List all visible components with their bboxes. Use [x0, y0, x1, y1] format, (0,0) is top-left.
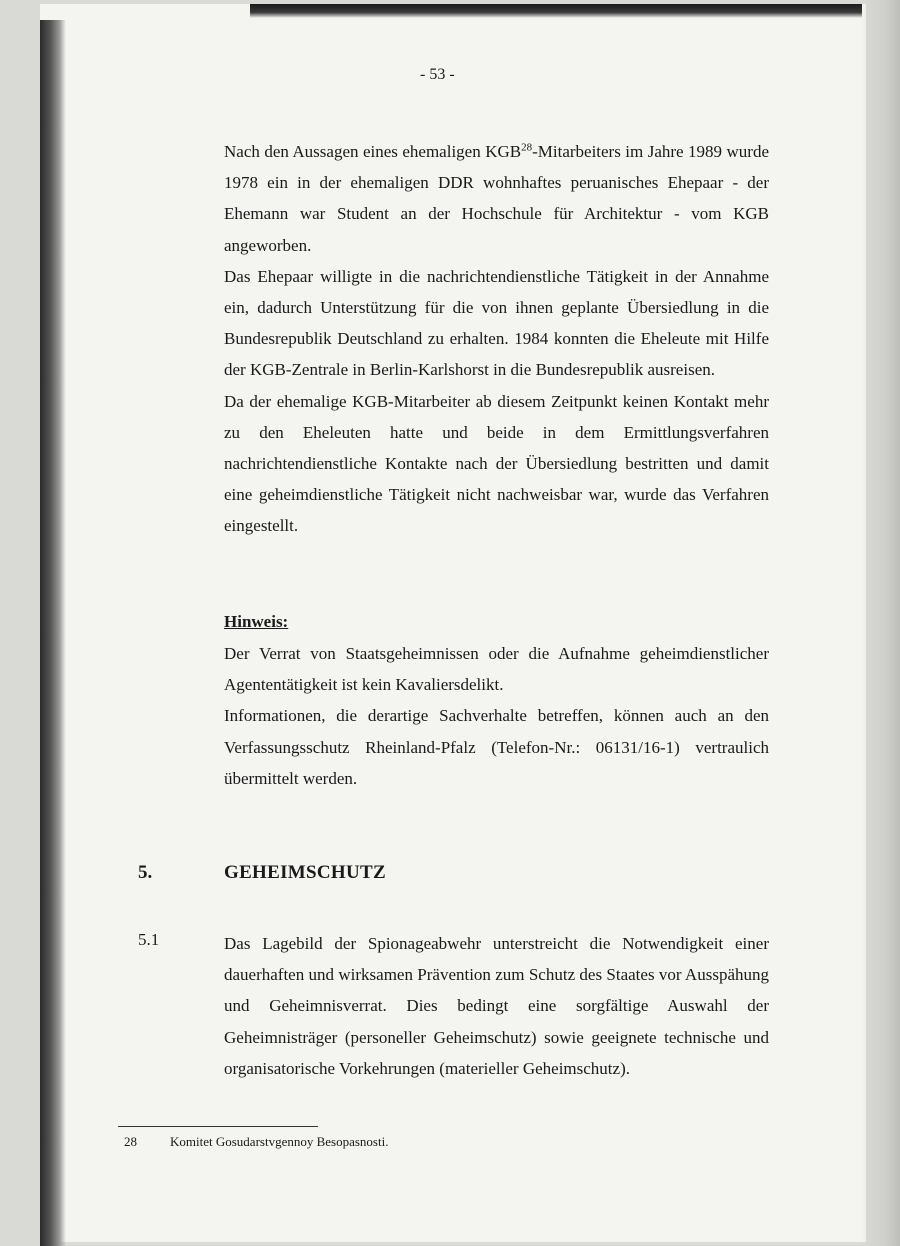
hinweis-paragraph-2: Informationen, die derartige Sachverhalte betreffen, können auch an den Verfassungsschutz Rheinland-Pfalz (Telefon-Nr.: 06131/16-1) vertraulich übermittelt werden.: [224, 706, 769, 788]
paragraph-2: Das Ehepaar willigte in die nachrichtendienstliche Tätigkeit in der Annahme ein, dadurch Unterstützung für die von ihnen geplante Übersiedlung in die Bundesrepublik Deutschland zu erhalten. 1984 konnten die Eheleute mit Hilfe der KGB-Zentrale in Berlin-Karlshorst in die Bundesrepublik ausreisen.: [224, 266, 769, 380]
footnote-text: Komitet Gosudarstvgennoy Besopasnosti.: [170, 1134, 389, 1149]
paragraph-3: Da der ehemalige KGB-Mitarbeiter ab diesem Zeitpunkt keinen Kontakt mehr zu den Eheleuten hatte und beide in dem Ermittlungsverfahren nachrichtendienstliche Kontakte nach der Übersiedlung bestritten und damit eine geheimdienstliche Tätigkeit nicht nachweisbar war, wurde das Verfahren eingestellt.: [224, 391, 769, 536]
scan-binding-shadow: [40, 20, 66, 1246]
footnote-rule: [118, 1126, 318, 1127]
section-title: GEHEIMSCHUTZ: [224, 862, 386, 883]
page-number: - 53 -: [420, 66, 455, 83]
footnote-marker: 28: [521, 141, 533, 154]
hinweis-text: [224, 638, 769, 794]
subsection-number: 5.1: [138, 930, 160, 949]
section-number: 5.: [138, 862, 153, 883]
hinweis-heading: Hinweis:: [224, 612, 289, 631]
footnote-number: 28: [124, 1134, 137, 1149]
subsection-text: [224, 928, 769, 1084]
body-text-top: [224, 136, 769, 542]
paragraph-1-start: Nach den Aussagen eines ehemaligen KGB: [224, 142, 522, 161]
paragraph-1-end: -Mitarbeiters im Jahre 1989 wurde 1978 ein in der ehemaligen DDR wohnhaftes peruanisches Ehepaar - der Ehemann war Student an der Hochschule für Architektur - vom KGB angeworben.: [224, 142, 770, 255]
hinweis-paragraph-1: Der Verrat von Staatsgeheimnissen oder die Aufnahme geheimdienstlicher Agententätigkeit ist kein Kavaliersdelikt.: [224, 644, 769, 695]
subsection-paragraph: Das Lagebild der Spionageabwehr unterstreicht die Notwendigkeit einer dauerhaften und wirksamen Prävention zum Schutz des Staates vor Ausspähung und Geheimnisverrat. Dies bedingt eine sorgfältige Auswahl der Geheimnisträger (personeller Geheimschutz) sowie geeignete technische und organisatorische Vorkehrungen (materieller Geheimschutz).: [224, 934, 769, 1078]
scan-right-shadow: [862, 0, 900, 1246]
scan-top-edge: [250, 4, 862, 18]
paragraph-1: [224, 136, 769, 261]
